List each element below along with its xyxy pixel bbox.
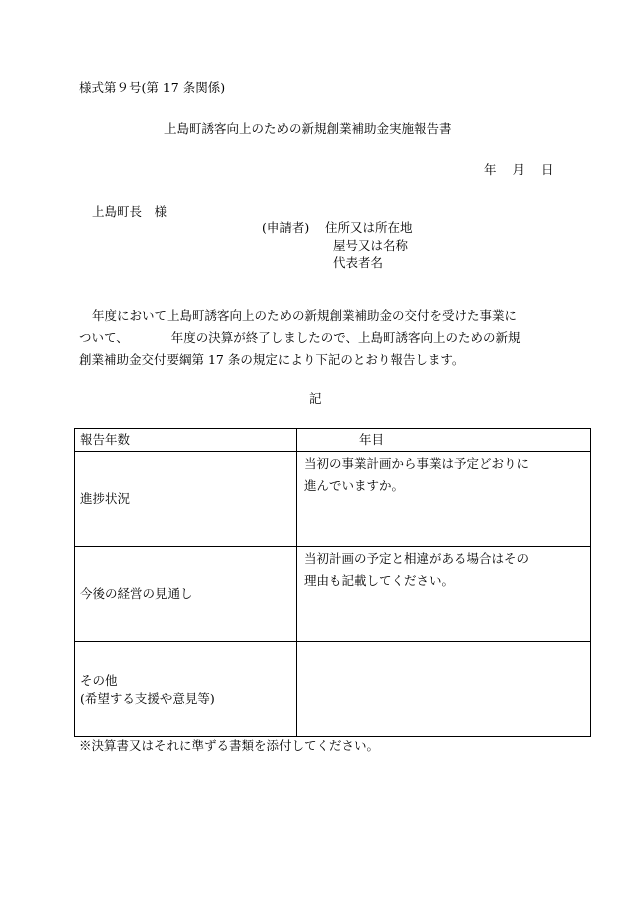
body-text-line-3: 創業補助金交付要綱第 17 条の規定により下記のとおり報告します。 (79, 352, 465, 367)
applicant-name-label: 屋号又は名称 (333, 238, 409, 253)
body-text-line-1: 年度において上島町誘客向上のための新規創業補助金の交付を受けた事業に (92, 308, 518, 323)
table-row-outlook (75, 547, 591, 642)
outlook-label-cell (75, 547, 297, 642)
progress-label-cell (75, 452, 297, 547)
report-year-label-cell: 報告年数 (75, 429, 297, 452)
other-label-line-2: (希望する支援や意見等) (80, 691, 215, 706)
progress-note-line-1: 当初の事業計画から事業は予定どおりに (304, 456, 530, 471)
progress-label: 進捗状況 (80, 491, 131, 506)
body-text-line-2 (79, 330, 521, 346)
table-row-other (75, 642, 591, 737)
outlook-note-line-1: 当初計画の予定と相違がある場合はその (304, 551, 530, 566)
table-row-report-year (75, 429, 591, 452)
report-year-value: 年目 (359, 432, 385, 447)
report-table (74, 428, 591, 737)
outlook-note-line-2: 理由も記載してください。 (304, 573, 455, 588)
applicant-representative-label: 代表者名 (333, 255, 384, 270)
date-month-label: 月 (512, 162, 526, 177)
table-row-progress (75, 452, 591, 547)
progress-note-line-2: 進んでいますか。 (304, 478, 405, 493)
applicant-role: (申請者) (262, 220, 310, 235)
report-year-value-cell[interactable] (297, 429, 591, 452)
outlook-label: 今後の経営の見通し (80, 586, 193, 601)
document-title: 上島町誘客向上のための新規創業補助金実施報告書 (164, 121, 452, 136)
recipient: 上島町長 様 (92, 204, 168, 219)
date-year-label: 年 (484, 162, 497, 177)
form-number: 様式第９号(第 17 条関係) (79, 80, 226, 95)
progress-answer-cell[interactable] (297, 452, 591, 547)
other-answer-cell[interactable] (297, 642, 591, 737)
date-day-label: 日 (541, 162, 554, 177)
other-label-line-1: その他 (80, 673, 118, 688)
body-line2-part-a: ついて、 (79, 330, 129, 345)
applicant-address-label: 住所又は所在地 (325, 220, 413, 235)
body-line2-part-b: 年度の決算が終了しましたので、上島町誘客向上のための新規 (170, 330, 521, 345)
ki-heading: 記 (309, 391, 322, 406)
other-label-cell (75, 642, 297, 737)
footnote: ※決算書又はそれに準ずる書類を添付してください。 (79, 738, 380, 753)
date-line (484, 162, 554, 178)
outlook-answer-cell[interactable] (297, 547, 591, 642)
